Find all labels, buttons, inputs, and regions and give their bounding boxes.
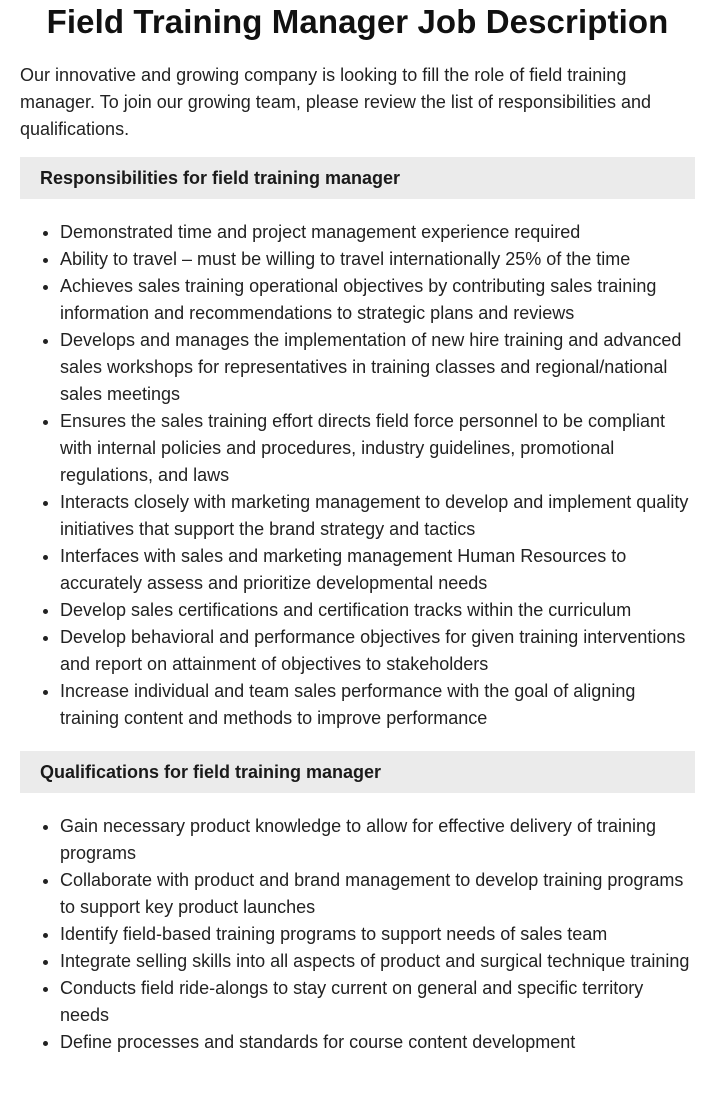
list-item: • Ensures the sales training effort directs field force personnel to be compliant with internal policies and procedures, industry guidelines, promotional regulations, and laws <box>60 408 695 489</box>
qualifications-heading: Qualifications for field training manager <box>20 751 695 793</box>
responsibilities-heading: Responsibilities for field training manager <box>20 157 695 199</box>
intro-paragraph: Our innovative and growing company is looking to fill the role of field training manager. To join our growing team, please review the list of responsibilities and qualifications. <box>20 65 652 139</box>
responsibilities-list <box>20 219 695 732</box>
list-item: • Develop sales certifications and certification tracks within the curriculum <box>60 597 695 624</box>
list-item: • Develops and manages the implementation of new hire training and advanced sales workshops for representatives in training classes and regional/national sales meetings <box>60 327 695 408</box>
list-item: • Achieves sales training operational objectives by contributing sales training information and recommendations to strategic plans and reviews <box>60 273 695 327</box>
list-item: • Define processes and standards for course content development <box>60 1029 695 1056</box>
list-item: • Ability to travel – must be willing to travel internationally 25% of the time <box>60 246 695 273</box>
list-item: • Gain necessary product knowledge to allow for effective delivery of training programs <box>60 813 695 867</box>
list-item: • Interfaces with sales and marketing management Human Resources to accurately assess and prioritize developmental needs <box>60 543 695 597</box>
qualifications-list <box>20 813 695 1056</box>
list-item: • Develop behavioral and performance objectives for given training interventions and report on attainment of objectives to stakeholders <box>60 624 695 678</box>
list-item: • Collaborate with product and brand management to develop training programs to support key product launches <box>60 867 695 921</box>
page-title: Field Training Manager Job Description <box>46 3 669 40</box>
list-item: • Identify field-based training programs to support needs of sales team <box>60 921 695 948</box>
list-item: • Conducts field ride-alongs to stay current on general and specific territory needs <box>60 975 695 1029</box>
list-item: • Interacts closely with marketing management to develop and implement quality initiatives that support the brand strategy and tactics <box>60 489 695 543</box>
list-item: • Demonstrated time and project management experience required <box>60 219 695 246</box>
list-item: • Integrate selling skills into all aspects of product and surgical technique training <box>60 948 695 975</box>
list-item: • Increase individual and team sales performance with the goal of aligning training content and methods to improve performance <box>60 678 695 732</box>
